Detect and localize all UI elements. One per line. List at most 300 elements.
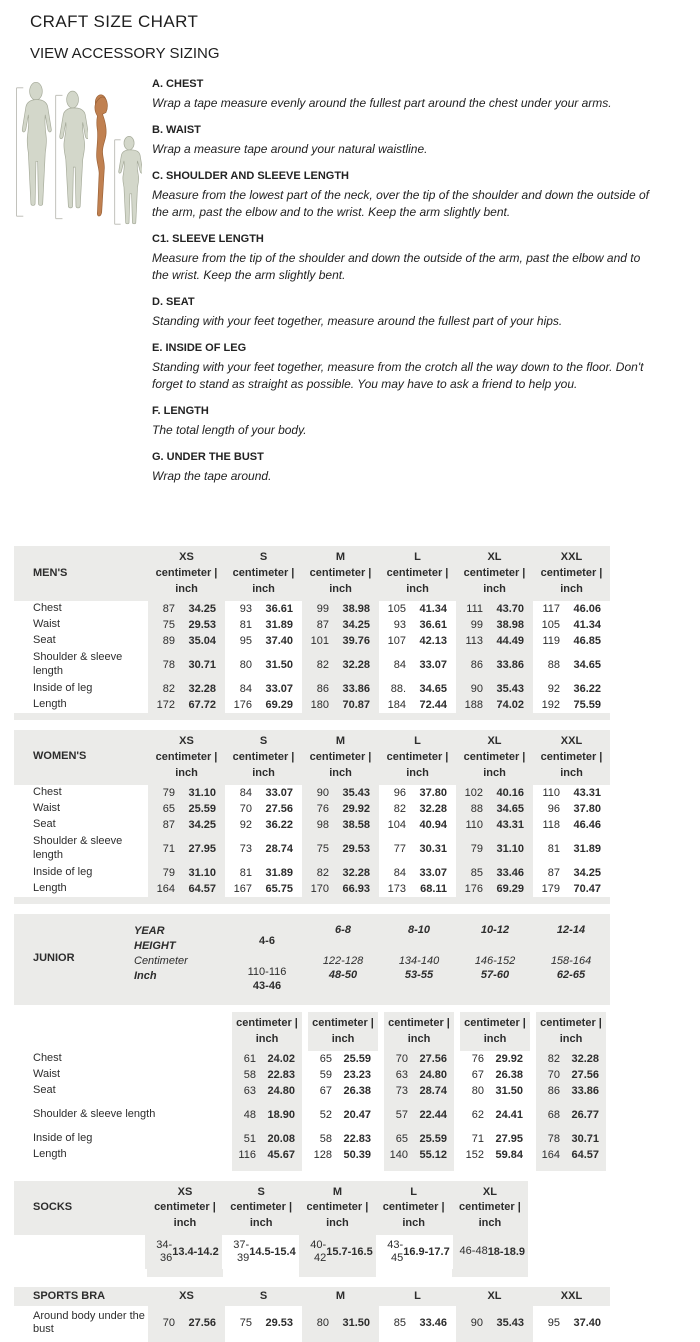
size-cell <box>305 1099 381 1131</box>
unit-header-cell <box>229 1012 305 1051</box>
age-range: 6-8 <box>335 923 351 936</box>
inch-value: 28.74 <box>419 1084 447 1097</box>
size-cell <box>456 833 533 865</box>
inch-value: 35.43 <box>496 682 524 695</box>
table-row <box>14 1131 610 1147</box>
unit-inch-label: inch <box>406 766 429 779</box>
inch-value: 35.04 <box>188 634 216 647</box>
size-label: M <box>335 1290 346 1303</box>
size-cell <box>225 801 302 817</box>
size-label: M <box>335 551 346 563</box>
height-cm-range: 122-128 <box>322 954 364 967</box>
size-label: XL <box>487 1290 502 1303</box>
guide-section-heading: G. UNDER THE BUST <box>152 451 264 464</box>
cm-value: 96 <box>393 786 407 799</box>
cm-value: 77 <box>393 842 407 855</box>
row-label: Inside of leg <box>33 865 93 878</box>
guide-section-text: Wrap the tape around. <box>152 469 272 484</box>
guide-section-heading: A. CHEST <box>152 78 204 90</box>
inch-value: 40.94 <box>419 818 447 831</box>
inch-value: 75.59 <box>573 698 601 711</box>
size-label: XS <box>179 1290 194 1303</box>
size-cell <box>456 801 533 817</box>
cm-value: 188 <box>464 698 484 711</box>
size-cell <box>229 1051 305 1067</box>
size-cell <box>456 865 533 881</box>
age-range: 8-10 <box>407 923 431 936</box>
row-label: Inside of leg <box>33 681 93 694</box>
size-cell <box>533 633 610 649</box>
axis-label: HEIGHT <box>134 939 176 952</box>
row-label: Around body under the bust <box>33 1309 145 1336</box>
cm-value: 52 <box>319 1108 332 1121</box>
cm-value: 152 <box>465 1148 484 1161</box>
inch-value: 46.46 <box>573 818 601 831</box>
unit-inch-label: inch <box>402 1217 425 1230</box>
size-cell <box>302 817 379 833</box>
inch-value: 27.56 <box>188 1317 216 1330</box>
height-inch-range: 53-55 <box>404 968 434 981</box>
inch-value: 25.59 <box>419 1132 447 1145</box>
cm-value: 86 <box>316 682 330 695</box>
size-cell <box>305 1147 381 1163</box>
size-label: XXL <box>560 734 583 747</box>
size-cell <box>229 1083 305 1099</box>
cm-value: 84 <box>393 658 407 671</box>
view-accessory-sizing-link[interactable]: VIEW ACCESSORY SIZING <box>30 45 220 62</box>
row-label: Shoulder & sleeve length <box>33 834 123 861</box>
inch-value: 69.29 <box>265 698 293 711</box>
size-cell <box>305 1067 381 1083</box>
size-column-header <box>456 546 533 601</box>
size-cell <box>225 881 302 897</box>
size-cell <box>225 697 302 713</box>
measurement-guide <box>0 66 700 546</box>
inch-value: 39.76 <box>342 634 370 647</box>
inch-value: 31.10 <box>188 866 216 879</box>
inch-value: 37.80 <box>573 802 601 815</box>
cm-value: 105 <box>541 618 561 631</box>
inch-value: 24.41 <box>495 1108 523 1121</box>
guide-section-text: Standing with your feet together, measure from the crotch all the way down to the floor. Don't forget to stand as straight as possible. You may have to ask a friend to help you. <box>152 360 644 392</box>
figure-female-side <box>89 80 113 238</box>
inch-value: 40.16 <box>496 786 524 799</box>
unit-cm-label: centimeter | <box>459 1201 521 1214</box>
inch-value: 70.87 <box>342 698 370 711</box>
size-cell <box>533 1131 609 1147</box>
inch-value: 64.57 <box>188 882 216 895</box>
unit-inch-label: inch <box>483 1032 507 1045</box>
inch-value: 34.25 <box>188 818 216 831</box>
inch-value: 18-18.9 <box>487 1246 525 1259</box>
figure-child <box>113 126 142 238</box>
inch-value: 27.56 <box>419 1052 447 1065</box>
row-label: Chest <box>33 785 62 798</box>
cm-value: 82 <box>547 1052 560 1065</box>
cm-value: 111 <box>466 602 484 615</box>
size-cell <box>456 817 533 833</box>
unit-cm-label: centimeter | <box>232 750 295 763</box>
size-column-header <box>379 546 456 601</box>
size-cell <box>456 681 533 697</box>
cm-value: 65 <box>319 1052 332 1065</box>
pad-cell <box>457 1163 533 1171</box>
size-label: S <box>259 1290 268 1303</box>
unit-cm-label: centimeter | <box>154 1201 216 1214</box>
unit-cm-label: centimeter | <box>382 1201 445 1214</box>
cm-value: 61 <box>243 1052 256 1065</box>
size-cell <box>302 697 379 713</box>
size-cell <box>302 865 379 881</box>
size-cell <box>225 633 302 649</box>
unit-inch-label: inch <box>483 582 506 595</box>
cm-value: 37-39 <box>233 1238 250 1265</box>
size-cell <box>456 649 533 681</box>
unit-inch-label: inch <box>173 1217 197 1230</box>
size-cell <box>302 785 379 801</box>
size-cell <box>457 1051 533 1067</box>
inch-value: 13.4-14.2 <box>172 1246 219 1259</box>
height-inch-range: 62-65 <box>556 968 586 981</box>
cm-value: 78 <box>547 1132 560 1145</box>
unit-cm-label: centimeter | <box>540 750 603 763</box>
table-row <box>14 1306 610 1340</box>
cm-value: 73 <box>239 842 253 855</box>
cm-value: 76 <box>471 1052 484 1065</box>
cm-value: 82 <box>316 866 330 879</box>
inch-value: 46.06 <box>573 602 601 615</box>
height-cm-range: 110-116 <box>247 965 287 978</box>
unit-cm-label: centimeter | <box>540 1016 602 1029</box>
age-column-header <box>381 923 457 993</box>
cm-value: 93 <box>393 618 407 631</box>
size-cell <box>305 1051 381 1067</box>
pad-cell <box>452 1269 528 1277</box>
cm-value: 81 <box>239 866 253 879</box>
table-row <box>14 1147 610 1163</box>
pad-cell <box>376 1269 452 1277</box>
cm-value: 81 <box>239 618 253 631</box>
inch-value: 31.10 <box>188 786 216 799</box>
cm-value: 67 <box>319 1084 332 1097</box>
cm-value: 90 <box>470 1317 484 1330</box>
inch-value: 69.29 <box>496 882 524 895</box>
size-cell <box>148 881 225 897</box>
size-cell <box>381 1099 457 1131</box>
size-cell <box>379 1306 456 1340</box>
size-cell <box>302 681 379 697</box>
guide-section-text: Measure from the tip of the shoulder and down the outside of the arm, past the elbow and to the wrist. Keep the arm slightly bent. <box>152 251 641 283</box>
size-cell <box>299 1235 376 1269</box>
size-cell <box>456 881 533 897</box>
inch-value: 68.11 <box>420 882 447 895</box>
table-label: JUNIOR <box>33 951 75 964</box>
inch-value: 24.80 <box>419 1068 447 1081</box>
size-label: M <box>332 1185 343 1198</box>
guide-section-heading: F. LENGTH <box>152 405 209 418</box>
inch-value: 33.86 <box>342 682 370 695</box>
inch-value: 33.07 <box>265 682 293 695</box>
size-column-header <box>225 730 302 785</box>
inch-value: 33.07 <box>419 658 447 671</box>
cm-value: 71 <box>162 842 176 855</box>
unit-inch-label: inch <box>255 1032 279 1045</box>
cm-value: 70 <box>395 1052 408 1065</box>
cm-value: 118 <box>542 818 561 831</box>
size-cell <box>379 785 456 801</box>
cm-value: 80 <box>471 1084 484 1097</box>
inch-value: 31.89 <box>265 866 293 879</box>
size-cell <box>457 1147 533 1163</box>
size-cell <box>381 1083 457 1099</box>
inch-value: 41.34 <box>419 602 447 615</box>
guide-section-text: The total length of your body. <box>152 423 307 438</box>
inch-value: 38.58 <box>342 818 370 831</box>
age-column-header <box>533 923 609 993</box>
inch-value: 45.67 <box>267 1148 295 1161</box>
cm-value: 164 <box>156 882 176 895</box>
pad-cell <box>147 1269 223 1277</box>
sports-bra-header <box>14 1287 610 1306</box>
table-label: SOCKS <box>33 1201 73 1214</box>
size-cell <box>302 801 379 817</box>
pad-cell <box>533 1163 609 1171</box>
unit-cm-label: centimeter | <box>386 750 449 763</box>
guide-section-text: Measure from the lowest part of the neck, over the tip of the shoulder and down the outside of the arm, past the elbow and to the wrist. Keep the arm slightly bent. <box>152 188 649 220</box>
size-cell <box>379 833 456 865</box>
size-cell <box>225 817 302 833</box>
cm-value: 58 <box>319 1132 332 1145</box>
cm-value: 67 <box>471 1068 484 1081</box>
size-cell <box>379 817 456 833</box>
cm-value: 116 <box>238 1148 256 1161</box>
size-cell <box>229 1147 305 1163</box>
inch-value: 44.49 <box>496 634 524 647</box>
cm-value: 105 <box>387 602 407 615</box>
inch-value: 36.22 <box>265 818 293 831</box>
row-label: Waist <box>33 617 61 630</box>
table-label: WOMEN'S <box>33 750 87 763</box>
guide-section-heading: D. SEAT <box>152 296 195 309</box>
cm-value: 128 <box>313 1148 332 1161</box>
size-label: XS <box>179 734 194 747</box>
unit-inch-label: inch <box>252 766 275 779</box>
height-inch-range: 43-46 <box>252 979 282 992</box>
unit-inch-label: inch <box>175 582 198 595</box>
cm-value: 90 <box>316 786 330 799</box>
size-cell <box>145 1235 222 1269</box>
table-row <box>14 833 610 865</box>
cm-value: 46-48 <box>459 1245 488 1258</box>
junior-unit-header <box>14 1012 610 1051</box>
cm-value: 110 <box>542 786 561 799</box>
cm-value: 176 <box>464 882 484 895</box>
figure-female <box>54 76 88 238</box>
size-cell <box>302 1306 379 1340</box>
inch-value: 46.85 <box>573 634 601 647</box>
inch-value: 23.23 <box>343 1068 371 1081</box>
unit-inch-label: inch <box>406 582 429 595</box>
guide-section-text: Standing with your feet together, measure around the fullest part of your hips. <box>152 314 563 329</box>
inch-value: 67.72 <box>188 698 216 711</box>
inch-value: 42.13 <box>419 634 447 647</box>
inch-value: 66.93 <box>342 882 370 895</box>
age-range: 4-6 <box>259 934 275 947</box>
size-label: M <box>335 734 346 747</box>
inch-value: 27.56 <box>571 1068 599 1081</box>
unit-inch-label: inch <box>483 766 506 779</box>
size-column-header <box>533 546 610 601</box>
inch-value: 38.98 <box>342 602 370 615</box>
unit-header-cell <box>381 1012 457 1051</box>
inch-value: 30.31 <box>419 842 447 855</box>
inch-value: 41.34 <box>573 618 601 631</box>
page-title: CRAFT SIZE CHART <box>30 12 199 31</box>
row-label: Length <box>33 697 67 710</box>
unit-cm-label: centimeter | <box>155 750 218 763</box>
row-label: Seat <box>33 633 56 646</box>
inch-value: 30.71 <box>188 658 216 671</box>
unit-cm-label: centimeter | <box>309 750 372 763</box>
table-row <box>14 1083 610 1099</box>
page-header <box>0 12 700 66</box>
cm-value: 170 <box>310 882 330 895</box>
row-label: Seat <box>33 1083 56 1096</box>
size-cell <box>229 1067 305 1083</box>
axis-label: Inch <box>134 969 157 982</box>
table-row <box>14 697 610 713</box>
size-cell <box>148 817 225 833</box>
unit-inch-label: inch <box>249 1217 273 1230</box>
cm-value: 87 <box>162 818 176 831</box>
pad-cell <box>229 1163 305 1171</box>
cm-value: 79 <box>470 842 484 855</box>
size-cell <box>456 633 533 649</box>
guide-section-heading: E. INSIDE OF LEG <box>152 342 247 355</box>
unit-cm-label: centimeter | <box>464 1016 526 1029</box>
inch-value: 27.56 <box>265 802 293 815</box>
inch-value: 24.80 <box>267 1084 295 1097</box>
cm-value: 65 <box>162 802 176 815</box>
inch-value: 43.31 <box>496 818 524 831</box>
cm-value: 82 <box>162 682 176 695</box>
size-label: XS <box>177 1185 193 1198</box>
inch-value: 20.47 <box>343 1108 371 1121</box>
size-label: S <box>259 734 268 747</box>
cm-value: 40-42 <box>310 1238 327 1265</box>
unit-inch-label: inch <box>329 582 352 595</box>
size-cell <box>225 649 302 681</box>
size-cell <box>533 881 610 897</box>
cm-value: 107 <box>387 634 407 647</box>
inch-value: 30.71 <box>571 1132 599 1145</box>
table-row <box>14 617 610 633</box>
size-label: XXL <box>560 1290 583 1303</box>
unit-header-cell <box>533 1012 609 1051</box>
size-cell <box>305 1083 381 1099</box>
unit-inch-label: inch <box>407 1032 431 1045</box>
table-row <box>14 1051 610 1067</box>
inch-value: 32.28 <box>571 1052 599 1065</box>
table-row <box>14 1067 610 1083</box>
figure-male <box>14 66 53 238</box>
size-cell <box>379 881 456 897</box>
inch-value: 18.90 <box>267 1108 295 1121</box>
unit-header-cell <box>457 1012 533 1051</box>
age-column-header <box>305 923 381 993</box>
size-label: S <box>257 1185 265 1198</box>
cm-value: 87 <box>316 618 330 631</box>
sports-bra-size-table <box>14 1287 610 1342</box>
size-cell <box>148 697 225 713</box>
axis-label: Centimeter <box>134 954 188 967</box>
size-cell <box>379 601 456 617</box>
pad-label <box>14 1163 229 1171</box>
cm-value: 117 <box>542 602 561 615</box>
cm-value: 86 <box>470 658 484 671</box>
size-column-header <box>376 1181 452 1236</box>
row-label: Length <box>33 881 67 894</box>
inch-value: 33.07 <box>419 866 447 879</box>
inch-value: 31.89 <box>265 618 293 631</box>
unit-cm-label: centimeter | <box>312 1016 374 1029</box>
size-label: L <box>414 734 421 747</box>
unit-cm-label: centimeter | <box>463 750 526 763</box>
inch-value: 27.95 <box>188 842 216 855</box>
size-cell <box>148 617 225 633</box>
size-cell <box>148 1306 225 1340</box>
guide-section-text: Wrap a tape measure evenly around the fullest part around the chest under your arms. <box>152 96 612 110</box>
size-cell <box>225 865 302 881</box>
table-bottom-pad <box>14 897 610 904</box>
cm-value: 98 <box>316 818 330 831</box>
cm-value: 192 <box>541 698 561 711</box>
table-row <box>14 785 610 801</box>
inch-value: 34.25 <box>573 866 601 879</box>
inch-value: 34.25 <box>342 618 370 631</box>
inch-value: 36.22 <box>573 682 601 695</box>
unit-cm-label: centimeter | <box>463 566 526 579</box>
unit-cm-label: centimeter | <box>386 566 449 579</box>
cm-value: 84 <box>239 786 253 799</box>
inch-value: 16.9-17.7 <box>403 1246 450 1259</box>
pad-label <box>14 1269 147 1277</box>
inch-value: 72.44 <box>419 698 447 711</box>
cm-value: 58 <box>243 1068 256 1081</box>
size-cell <box>381 1147 457 1163</box>
size-cell <box>533 1067 609 1083</box>
size-cell <box>457 1067 533 1083</box>
inch-value: 22.83 <box>343 1132 371 1145</box>
size-cell <box>533 697 610 713</box>
cm-value: 99 <box>316 602 330 615</box>
cm-value: 81 <box>547 842 561 855</box>
size-cell <box>305 1131 381 1147</box>
row-label <box>14 1235 145 1269</box>
size-cell <box>148 601 225 617</box>
size-cell <box>302 601 379 617</box>
row-label: Waist <box>33 801 61 814</box>
inch-value: 35.43 <box>496 1317 524 1330</box>
size-cell <box>533 1051 609 1067</box>
cm-value: 173 <box>387 882 407 895</box>
cm-value: 102 <box>464 786 484 799</box>
size-cell <box>457 1131 533 1147</box>
cm-value: 70 <box>547 1068 560 1081</box>
size-cell <box>456 601 533 617</box>
size-cell <box>225 681 302 697</box>
size-cell <box>381 1131 457 1147</box>
